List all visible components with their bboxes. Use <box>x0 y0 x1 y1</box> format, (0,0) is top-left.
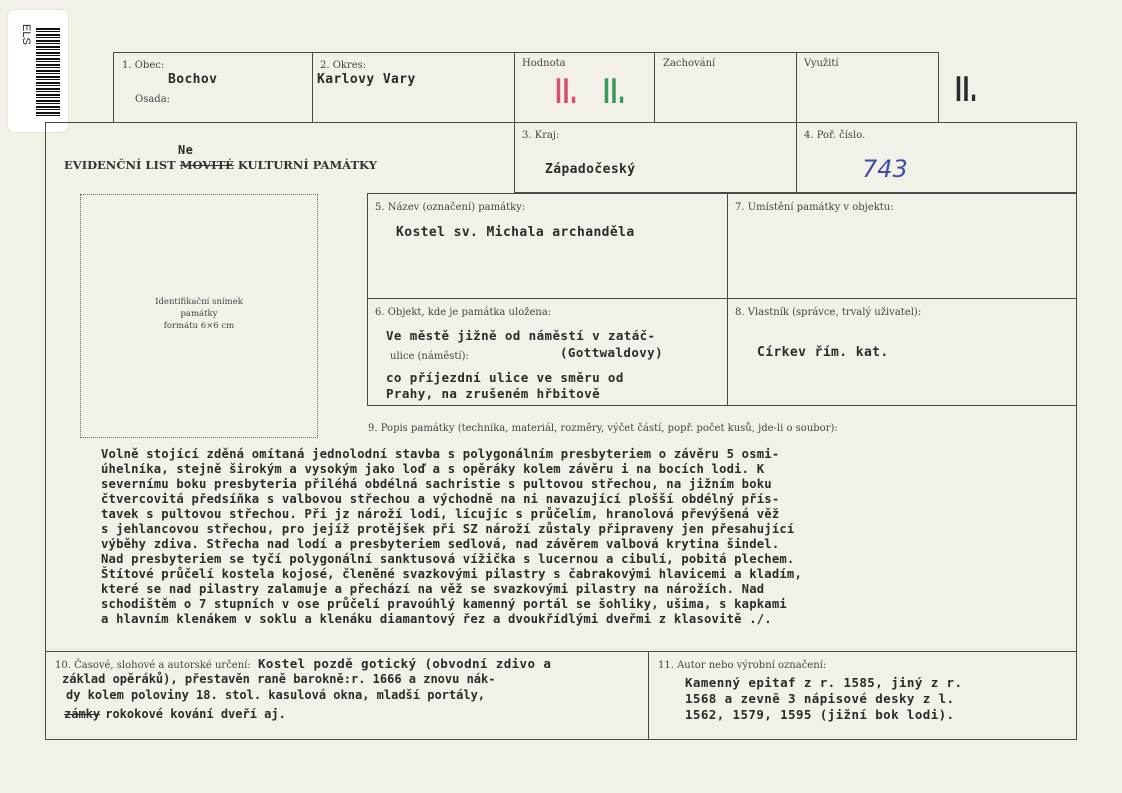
row-rule-popis <box>367 405 1076 406</box>
title-insert: Ne <box>178 143 194 157</box>
casove-line-2: základ opěráků), přestavěn raně barokně:r. 1666 a znovu nák- <box>62 672 496 686</box>
popis-line: Štítové průčelí kostela kojosé, členěné svazkovými pilastry s čabrakovými hlavicemi a kladím, <box>101 567 802 581</box>
casove-line-4-group <box>64 703 286 722</box>
objekt-line-4: Prahy, na zrušeném hřbitově <box>386 386 600 401</box>
frame-left-rule <box>45 122 46 739</box>
title-suffix: KULTURNÍ PAMÁTKY <box>237 158 377 172</box>
ulice-label: ulice (náměstí): <box>390 351 469 362</box>
popis-line: tavek s pultovou střechou. Při jz nároží lodi, lícujíc s průčelím, hranolová převýšená věž <box>101 507 780 521</box>
popis-text-block <box>101 447 802 627</box>
hodnota-red-mark: II. <box>555 72 578 112</box>
casove-autor-divider <box>648 651 649 739</box>
nazev-mid-rule <box>727 193 728 406</box>
hodnota-label: Hodnota <box>522 58 566 69</box>
sticker-code: ELS <box>20 24 32 45</box>
objekt-line-1: Ve městě jižně od náměstí v zatáč- <box>386 328 656 343</box>
popis-line: které se nad pilastry zalamuje a přechází na věž se svazkovými pilastry na nárožích. Nad <box>101 582 765 596</box>
hodnota-green-mark: II. <box>603 72 626 112</box>
header-left-rule <box>113 52 114 122</box>
osada-label: Osada: <box>135 94 171 105</box>
popis-line: čtvercovitá předsíňka s valbovou střechou a východně na ni navazující plošší obdélný přís- <box>101 492 780 506</box>
por-cislo-label: 4. Poř. číslo. <box>804 130 866 141</box>
autor-line-2: 1568 a zevně 3 nápisové desky z l. <box>685 691 955 706</box>
vyuziti-label: Využití <box>804 58 839 69</box>
form-title <box>64 158 377 172</box>
casove-line-1: Kostel pozdě gotický (obvodní zdivo a <box>258 656 552 671</box>
popis-line: a hlavním klenákem v soklu a klenáku diamantový řez a dvoukřídlými dveřmi z klasovitě ./. <box>101 612 772 626</box>
nazev-left-rule <box>367 193 368 406</box>
popis-line: s jehlancovou střechou, pro jejíž protějšek při SZ nároží zůstaly připraveny jen přesahující <box>101 522 795 536</box>
casove-label: 10. Časové, slohové a autorské určení: <box>55 660 251 671</box>
barcode-sticker <box>8 10 68 132</box>
objekt-line-2: (Gottwaldovy) <box>560 345 664 360</box>
header-divider-3 <box>654 52 655 122</box>
popis-line: Volně stojící zděná omítaná jednolodní stavba s polygonálním presbyteriem o závěru 5 osmi- <box>101 447 780 461</box>
frame-top-rule <box>45 122 1077 123</box>
photo-line-1: Identifikační snímek <box>155 297 243 307</box>
casove-line-3: dy kolem poloviny 18. stol. kasulová okna, mladší portály, <box>66 688 486 702</box>
zachovani-label: Zachování <box>663 58 716 69</box>
casove-line-4: rokokové kování dveří aj. <box>105 707 286 721</box>
okres-label: 2. Okres: <box>320 60 367 71</box>
casove-struck: zámky <box>64 707 101 721</box>
umisteni-label: 7. Umístění památky v objektu: <box>735 202 894 213</box>
kraj-label: 3. Kraj: <box>522 130 560 141</box>
objekt-line-3: co příjezdní ulice ve směru od <box>386 370 624 385</box>
popis-line: severnímu boku presbyteria přiléhá obdélná sachristie s pultovou střechou, na jižním boku <box>101 477 772 491</box>
frame-right-rule <box>1076 122 1077 739</box>
barcode-icon <box>36 28 60 118</box>
nazev-label: 5. Název (označení) památky: <box>375 202 526 213</box>
photo-line-3: formátu 6×6 cm <box>163 321 235 331</box>
title-prefix: EVIDENČNÍ LIST <box>64 158 176 172</box>
frame-bottom-rule <box>45 739 1077 740</box>
objekt-label: 6. Objekt, kde je památka uložena: <box>375 307 552 318</box>
popis-label: 9. Popis památky (technika, materiál, rozměry, výčet částí, popř. počet kusů, jde-li o soubor): <box>368 423 838 434</box>
header-divider-5 <box>938 52 939 122</box>
header-top-rule <box>113 52 938 53</box>
autor-line-1: Kamenný epitaf z r. 1585, jiný z r. <box>685 675 963 690</box>
popis-line: úhelníka, stejně širokým a vysokým jako loď a s opěráky kolem závěru i na bocích lodi. K <box>101 462 765 476</box>
grade-mark: II. <box>955 70 978 110</box>
autor-line-3: 1562, 1579, 1595 (jižní bok lodi). <box>685 707 955 722</box>
autor-label: 11. Autor nebo výrobní označení: <box>658 660 827 671</box>
row-rule-objekt <box>367 298 1076 299</box>
photo-placeholder <box>80 194 318 438</box>
por-cislo-value: 743 <box>862 155 908 183</box>
row-rule-casove <box>45 651 1077 652</box>
obec-value: Bochov <box>168 72 218 87</box>
photo-line-2: památky <box>180 309 218 319</box>
popis-line: výběhy zdiva. Střecha nad lodí a presbyteriem sedlová, nad závěrem valbová krytina šindel. <box>101 537 780 551</box>
title-struck: MOVITÉ <box>179 158 234 172</box>
popis-line: Nad presbyteriem se tyčí polygonální sanktusová vížička s lucernou a cibulí, pobitá plechem. <box>101 552 795 566</box>
vlastnik-value: Církev řím. kat. <box>757 345 889 360</box>
obec-label: 1. Obec: <box>122 60 165 71</box>
header-divider-1 <box>312 52 313 122</box>
popis-line: schodištěm o 7 stupních v ose průčelí pravoúhlý kamenný portál se šohliky, ušima, s kapkami <box>101 597 787 611</box>
row-rule-nazev-top <box>367 193 1076 194</box>
nazev-value: Kostel sv. Michala archanděla <box>396 225 635 240</box>
kraj-value: Západočeský <box>545 162 636 177</box>
vlastnik-label: 8. Vlastník (správce, trvalý uživatel): <box>735 307 922 318</box>
okres-value: Karlovy Vary <box>317 72 416 87</box>
